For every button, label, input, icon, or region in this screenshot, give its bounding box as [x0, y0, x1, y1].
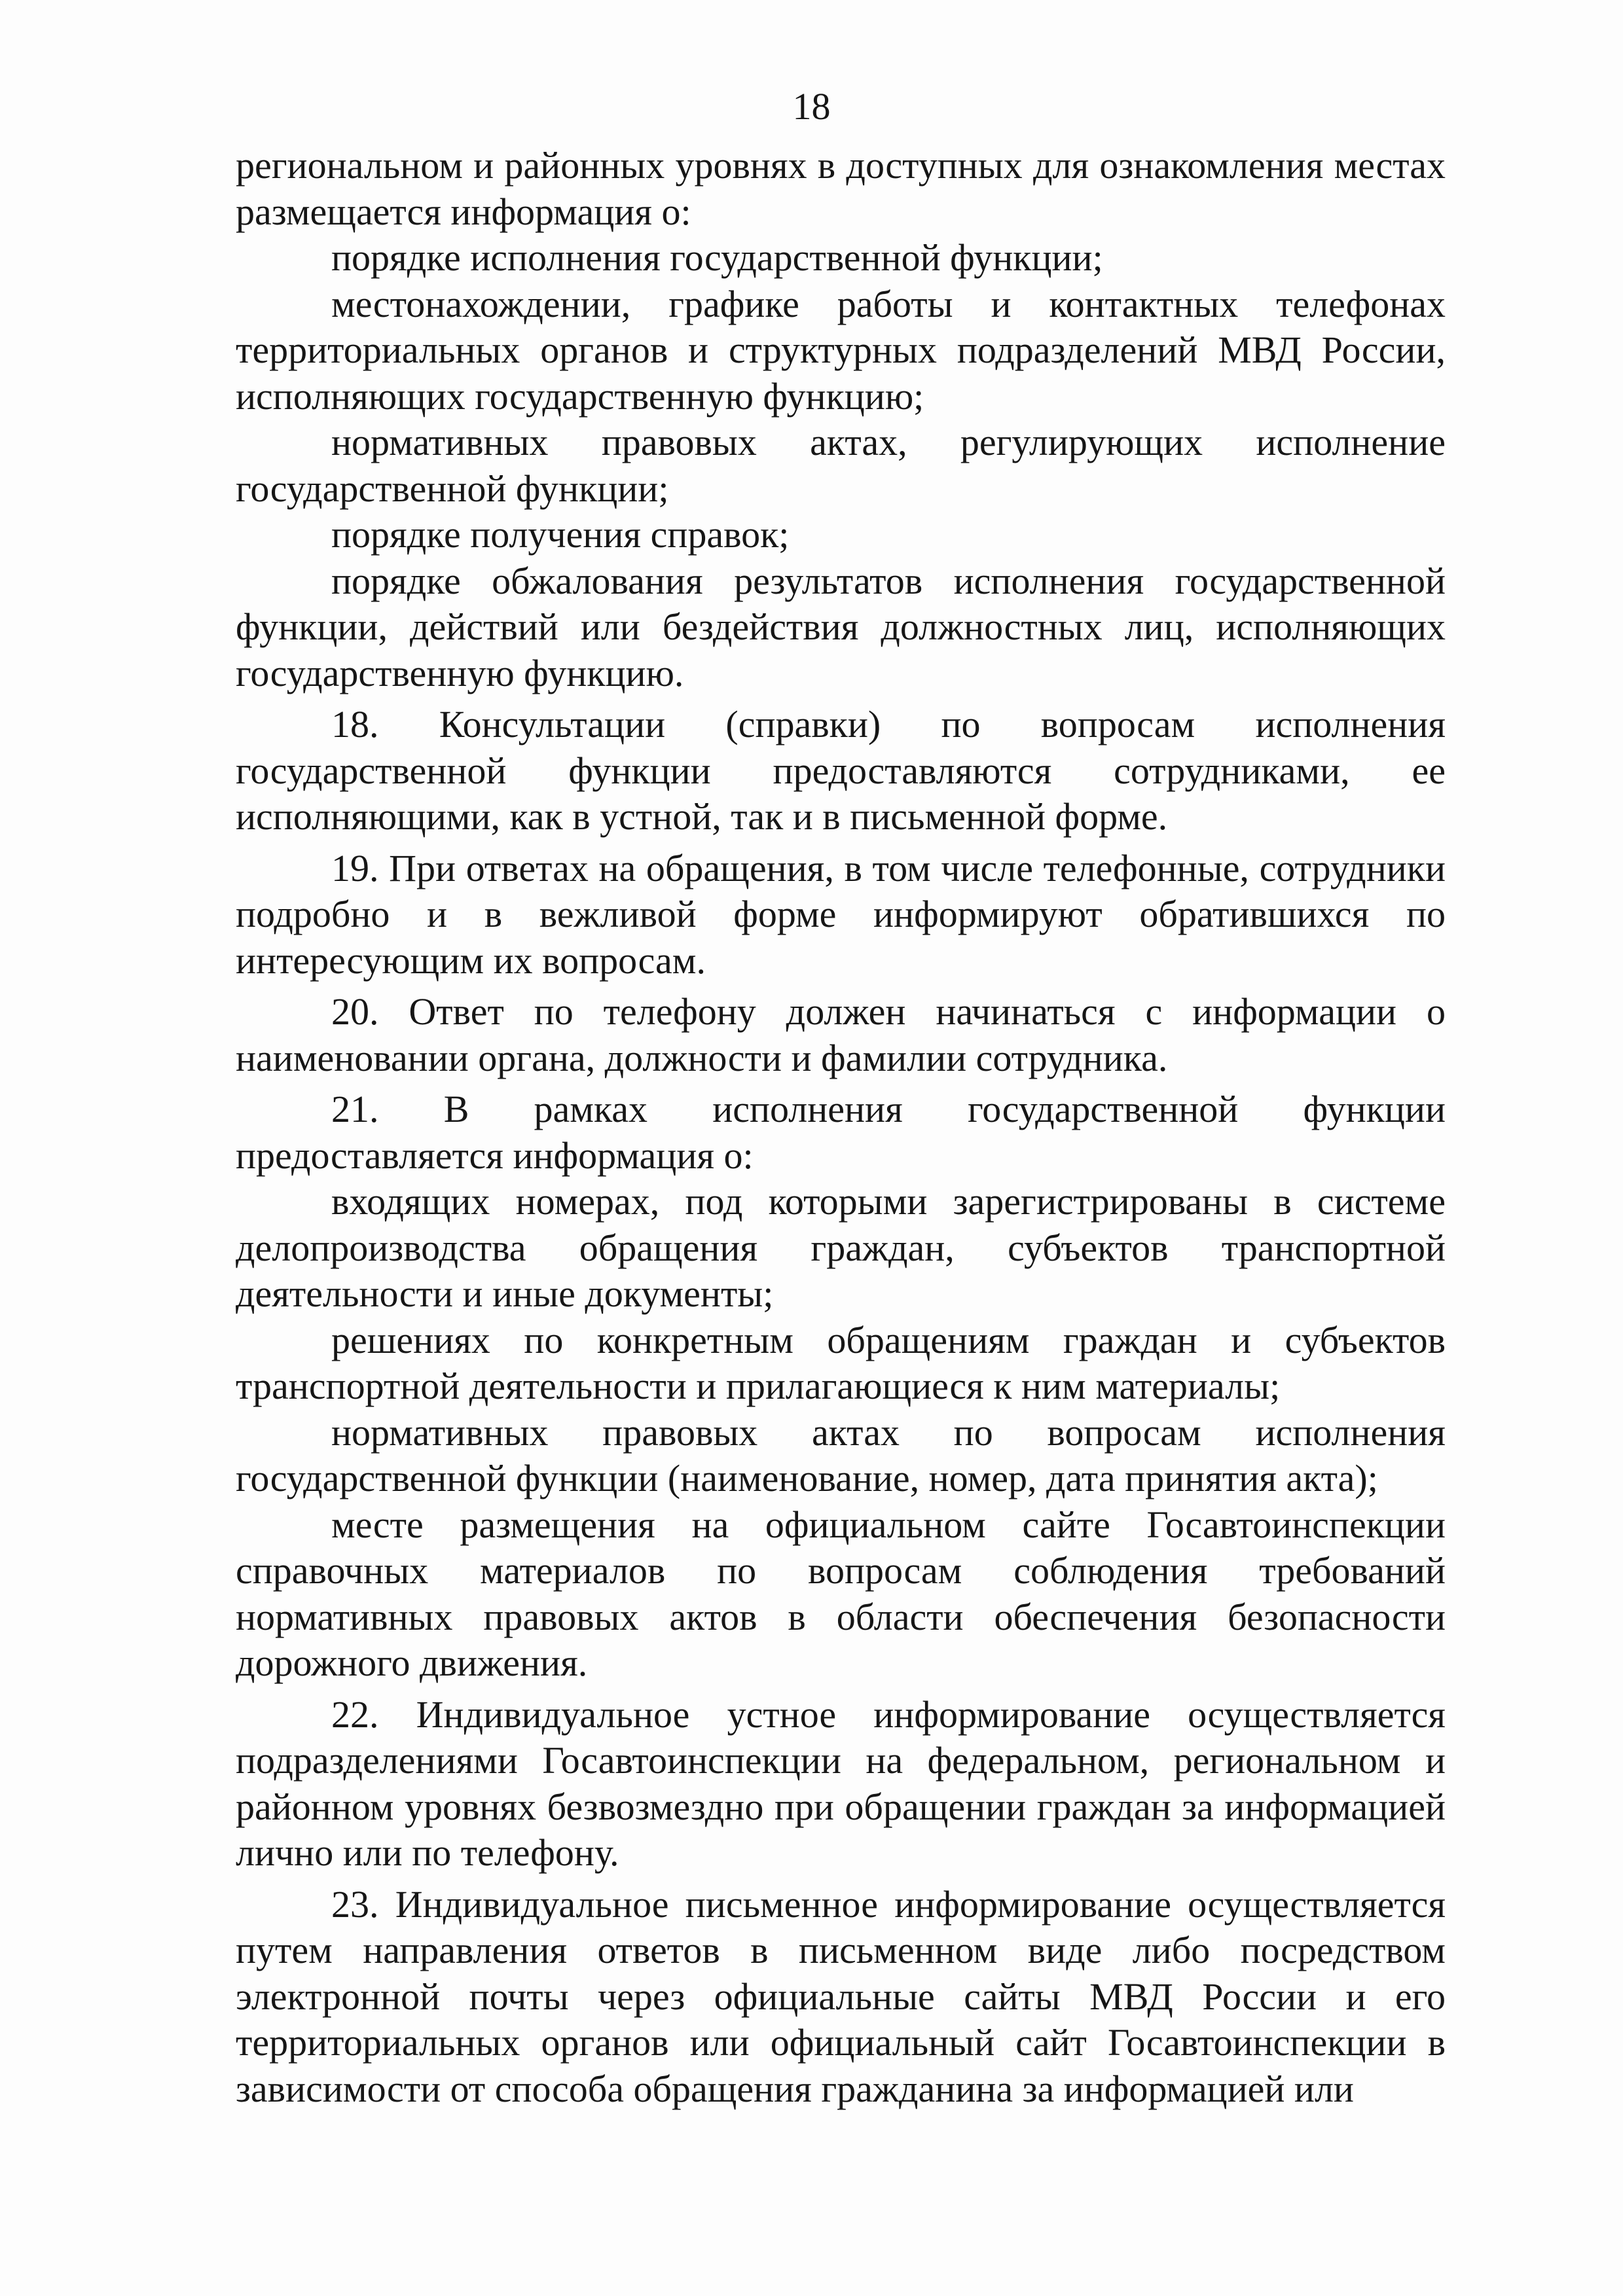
paragraph-continuation: региональном и районных уровнях в доступных для ознакомления местах размещается информация о:	[236, 144, 1446, 233]
list-item: порядке исполнения государственной функции;	[331, 236, 1103, 279]
paragraph-23: 23. Индивидуальное письменное информирование осуществляется путем направления ответов в письменном виде либо посредством электронной почты через официальные сайты МВД России и его территориальных органов или официальный сайт Госавтоинспекции в зависимости от способа обращения гражданина за информацией или	[236, 1882, 1446, 2110]
list-item: решениях по конкретным обращениям граждан и субъектов транспортной деятельности и прилагающиеся к ним материалы;	[236, 1318, 1446, 1407]
list-item: нормативных правовых актах по вопросам исполнения государственной функции (наименование, номер, дата принятия акта);	[236, 1410, 1446, 1499]
paragraph-18: 18. Консультации (справки) по вопросам исполнения государственной функции предоставляются сотрудниками, ее исполняющими, как в устной, так и в письменной форме.	[236, 703, 1446, 838]
list-item: порядке получения справок;	[331, 513, 790, 556]
list-item: нормативных правовых актах, регулирующих исполнение государственной функции;	[236, 421, 1446, 510]
list-item: месте размещения на официальном сайте Госавтоинспекции справочных материалов по вопросам соблюдения требований нормативных правовых актов в области обеспечения безопасности дорожного движения.	[236, 1503, 1446, 1684]
paragraph-21: 21. В рамках исполнения государственной функции предоставляется информация о:	[236, 1088, 1446, 1177]
page-number: 18	[792, 85, 831, 128]
list-item: входящих номерах, под которыми зарегистрированы в системе делопроизводства обращения граждан, субъектов транспортной деятельности и иные документы;	[236, 1180, 1446, 1315]
paragraph-22: 22. Индивидуальное устное информирование осуществляется подразделениями Госавтоинспекции на федеральном, региональном и районном уровнях безвозмездно при обращении граждан за информацией лично или по телефону.	[236, 1693, 1446, 1874]
list-item: местонахождении, графике работы и контактных телефонах территориальных органов и структурных подразделений МВД России, исполняющих государственную функцию;	[236, 282, 1446, 418]
paragraph-20: 20. Ответ по телефону должен начинаться с информации о наименовании органа, должности и фамилии сотрудника.	[236, 990, 1446, 1079]
paragraph-19: 19. При ответах на обращения, в том числе телефонные, сотрудники подробно и в вежливой форме информируют обратившихся по интересующим их вопросам.	[236, 846, 1446, 982]
list-item: порядке обжалования результатов исполнения государственной функции, действий или бездействия должностных лиц, исполняющих государственную функцию.	[236, 559, 1446, 694]
document-body	[236, 143, 1446, 2112]
